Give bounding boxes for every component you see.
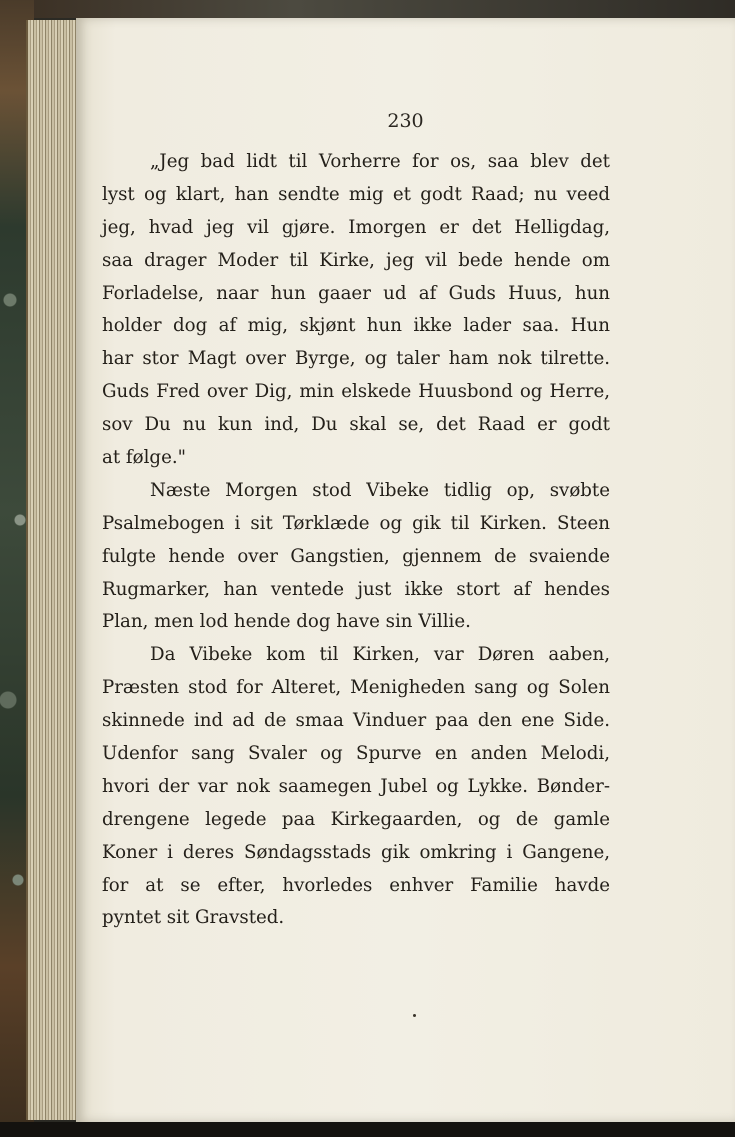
text-line: Udenfor sang Svaler og Spurve en anden Melodi, [102, 743, 610, 765]
text-line: skinnede ind ad de smaa Vinduer paa den ene Side. [102, 710, 610, 732]
text-line: hvori der var nok saamegen Jubel og Lykke. Bønder- [102, 775, 610, 797]
text-line: jeg, hvad jeg vil gjøre. Imorgen er det Helligdag, [102, 216, 610, 238]
text-line: fulgte hende over Gangstien, gjennem de svaiende [102, 545, 610, 567]
text-line: for at se efter, hvorledes enhver Familie havde [102, 874, 610, 896]
text-line: Næste Morgen stod Vibeke tidlig op, svøbte [150, 479, 610, 501]
scan-top-edge [0, 0, 735, 18]
text-line: „Jeg bad lidt til Vorherre for os, saa blev det [150, 151, 610, 172]
scan-bottom-edge [0, 1122, 735, 1137]
text-line: drengene legede paa Kirkegaarden, og de gamle [102, 808, 610, 830]
text-line: Guds Fred over Dig, min elskede Huusbond og Herre, [102, 381, 610, 403]
text-line: Præsten stod for Alteret, Menigheden sang og Solen [102, 677, 610, 699]
body-text [102, 146, 610, 935]
page-number: 230 [387, 110, 424, 132]
text-line: saa drager Moder til Kirke, jeg vil bede hende om [102, 249, 610, 271]
text-line: Rugmarker, han ventede just ikke stort af hendes [102, 578, 610, 600]
text-line: pyntet sit Gravsted. [102, 907, 285, 929]
text-line: at følge." [102, 447, 186, 469]
text-line: Psalmebogen i sit Tørklæde og gik til Kirken. Steen [102, 512, 610, 534]
text-line: Da Vibeke kom til Kirken, var Døren aaben, [150, 644, 610, 666]
page-edges [26, 20, 78, 1120]
text-line: Plan, men lod hende dog have sin Villie. [102, 611, 471, 633]
paper-speck [413, 1014, 416, 1017]
text-line: sov Du nu kun ind, Du skal se, det Raad er godt [102, 414, 610, 436]
text-line: Forladelse, naar hun gaaer ud af Guds Huus, hun [102, 282, 610, 304]
text-line: holder dog af mig, skjønt hun ikke lader saa. Hun [102, 315, 610, 337]
text-line: lyst og klart, han sendte mig et godt Raad; nu veed [102, 183, 610, 205]
text-line: Koner i deres Søndagsstads gik omkring i Gangene, [102, 841, 610, 863]
text-line: har stor Magt over Byrge, og taler ham nok tilrette. [102, 348, 610, 370]
